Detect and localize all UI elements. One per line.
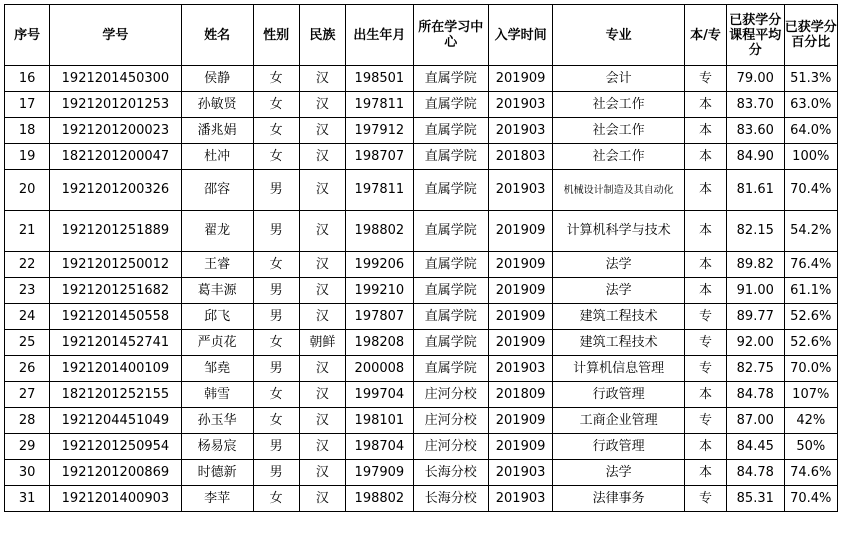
student-name-cell: 葛丰源 — [181, 278, 253, 304]
average-score-cell: 89.82 — [727, 252, 785, 278]
major-cell: 计算机信息管理 — [553, 356, 684, 382]
study-center-cell: 直属学院 — [413, 356, 488, 382]
table-row — [5, 330, 838, 356]
gender-cell: 女 — [253, 92, 299, 118]
birth-date-cell: 199206 — [345, 252, 413, 278]
major-cell: 法学 — [553, 278, 684, 304]
student-name-cell: 孙玉华 — [181, 408, 253, 434]
study-center-cell: 庄河分校 — [413, 408, 488, 434]
table-row — [5, 278, 838, 304]
student-id-cell: 1921201250954 — [50, 434, 181, 460]
student-name-cell: 侯静 — [181, 66, 253, 92]
gender-cell: 男 — [253, 434, 299, 460]
average-score-cell: 84.78 — [727, 382, 785, 408]
gender-cell: 男 — [253, 211, 299, 252]
average-score-cell: 79.00 — [727, 66, 785, 92]
study-center-cell: 直属学院 — [413, 304, 488, 330]
ethnicity-cell: 汉 — [299, 486, 345, 512]
average-score-cell: 85.31 — [727, 486, 785, 512]
degree-level-cell: 专 — [684, 356, 726, 382]
credit-percentage-cell: 107% — [784, 382, 837, 408]
credit-percentage-cell: 51.3% — [784, 66, 837, 92]
birth-date-cell: 198802 — [345, 486, 413, 512]
average-score-cell: 83.70 — [727, 92, 785, 118]
major-cell: 机械设计制造及其自动化 — [553, 170, 684, 211]
gender-cell: 男 — [253, 304, 299, 330]
birth-date-cell: 197909 — [345, 460, 413, 486]
credit-percentage-cell: 63.0% — [784, 92, 837, 118]
student-table — [4, 4, 838, 512]
enrollment-date-cell: 201903 — [488, 486, 553, 512]
student-id-cell: 1921201200023 — [50, 118, 181, 144]
degree-level-cell: 专 — [684, 66, 726, 92]
major-cell: 法律事务 — [553, 486, 684, 512]
row-number-cell: 17 — [5, 92, 50, 118]
credit-percentage-cell: 100% — [784, 144, 837, 170]
enrollment-date-cell: 201909 — [488, 434, 553, 460]
average-score-cell: 84.45 — [727, 434, 785, 460]
header-cell: 本/专 — [684, 5, 726, 66]
major-cell: 计算机科学与技术 — [553, 211, 684, 252]
row-number-cell: 26 — [5, 356, 50, 382]
credit-percentage-cell: 52.6% — [784, 304, 837, 330]
student-name-cell: 王睿 — [181, 252, 253, 278]
birth-date-cell: 198101 — [345, 408, 413, 434]
gender-cell: 女 — [253, 330, 299, 356]
table-row — [5, 434, 838, 460]
degree-level-cell: 本 — [684, 118, 726, 144]
student-name-cell: 潘兆娟 — [181, 118, 253, 144]
birth-date-cell: 197811 — [345, 92, 413, 118]
degree-level-cell: 本 — [684, 434, 726, 460]
gender-cell: 女 — [253, 252, 299, 278]
row-number-cell: 24 — [5, 304, 50, 330]
gender-cell: 男 — [253, 278, 299, 304]
major-cell: 建筑工程技术 — [553, 304, 684, 330]
header-cell: 民族 — [299, 5, 345, 66]
student-name-cell: 孙敏贤 — [181, 92, 253, 118]
ethnicity-cell: 汉 — [299, 408, 345, 434]
enrollment-date-cell: 201803 — [488, 144, 553, 170]
study-center-cell: 庄河分校 — [413, 434, 488, 460]
ethnicity-cell: 汉 — [299, 144, 345, 170]
major-cell: 法学 — [553, 252, 684, 278]
credit-percentage-cell: 50% — [784, 434, 837, 460]
study-center-cell: 直属学院 — [413, 66, 488, 92]
degree-level-cell: 本 — [684, 170, 726, 211]
row-number-cell: 23 — [5, 278, 50, 304]
student-name-cell: 翟龙 — [181, 211, 253, 252]
header-row — [5, 5, 838, 66]
student-id-cell: 1921201452741 — [50, 330, 181, 356]
enrollment-date-cell: 201909 — [488, 211, 553, 252]
gender-cell: 女 — [253, 66, 299, 92]
birth-date-cell: 199704 — [345, 382, 413, 408]
row-number-cell: 18 — [5, 118, 50, 144]
header-cell: 已获学分百分比 — [784, 5, 837, 66]
birth-date-cell: 198802 — [345, 211, 413, 252]
row-number-cell: 27 — [5, 382, 50, 408]
row-number-cell: 30 — [5, 460, 50, 486]
degree-level-cell: 本 — [684, 144, 726, 170]
credit-percentage-cell: 70.4% — [784, 170, 837, 211]
credit-percentage-cell: 61.1% — [784, 278, 837, 304]
major-cell: 行政管理 — [553, 434, 684, 460]
average-score-cell: 91.00 — [727, 278, 785, 304]
row-number-cell: 28 — [5, 408, 50, 434]
major-cell: 建筑工程技术 — [553, 330, 684, 356]
credit-percentage-cell: 74.6% — [784, 460, 837, 486]
ethnicity-cell: 汉 — [299, 382, 345, 408]
row-number-cell: 20 — [5, 170, 50, 211]
study-center-cell: 直属学院 — [413, 330, 488, 356]
study-center-cell: 直属学院 — [413, 252, 488, 278]
birth-date-cell: 198501 — [345, 66, 413, 92]
student-id-cell: 1921201400109 — [50, 356, 181, 382]
row-number-cell: 16 — [5, 66, 50, 92]
major-cell: 法学 — [553, 460, 684, 486]
table-row — [5, 170, 838, 211]
student-id-cell: 1821201200047 — [50, 144, 181, 170]
header-cell: 专业 — [553, 5, 684, 66]
table-row — [5, 460, 838, 486]
table-row — [5, 486, 838, 512]
credit-percentage-cell: 52.6% — [784, 330, 837, 356]
enrollment-date-cell: 201909 — [488, 408, 553, 434]
study-center-cell: 直属学院 — [413, 278, 488, 304]
birth-date-cell: 198707 — [345, 144, 413, 170]
birth-date-cell: 197912 — [345, 118, 413, 144]
header-cell: 性别 — [253, 5, 299, 66]
average-score-cell: 81.61 — [727, 170, 785, 211]
header-cell: 入学时间 — [488, 5, 553, 66]
birth-date-cell: 197811 — [345, 170, 413, 211]
table-row — [5, 92, 838, 118]
major-cell: 社会工作 — [553, 92, 684, 118]
row-number-cell: 25 — [5, 330, 50, 356]
row-number-cell: 29 — [5, 434, 50, 460]
ethnicity-cell: 汉 — [299, 92, 345, 118]
major-cell: 会计 — [553, 66, 684, 92]
birth-date-cell: 197807 — [345, 304, 413, 330]
degree-level-cell: 本 — [684, 211, 726, 252]
ethnicity-cell: 汉 — [299, 211, 345, 252]
student-id-cell: 1921201450558 — [50, 304, 181, 330]
student-id-cell: 1921201201253 — [50, 92, 181, 118]
gender-cell: 男 — [253, 170, 299, 211]
student-name-cell: 严贞花 — [181, 330, 253, 356]
gender-cell: 女 — [253, 408, 299, 434]
birth-date-cell: 200008 — [345, 356, 413, 382]
table-row — [5, 304, 838, 330]
ethnicity-cell: 汉 — [299, 66, 345, 92]
student-name-cell: 杨易宸 — [181, 434, 253, 460]
row-number-cell: 19 — [5, 144, 50, 170]
enrollment-date-cell: 201809 — [488, 382, 553, 408]
average-score-cell: 89.77 — [727, 304, 785, 330]
average-score-cell: 83.60 — [727, 118, 785, 144]
gender-cell: 男 — [253, 460, 299, 486]
student-id-cell: 1921201250012 — [50, 252, 181, 278]
degree-level-cell: 本 — [684, 278, 726, 304]
average-score-cell: 87.00 — [727, 408, 785, 434]
student-id-cell: 1921201251682 — [50, 278, 181, 304]
study-center-cell: 庄河分校 — [413, 382, 488, 408]
ethnicity-cell: 汉 — [299, 460, 345, 486]
student-id-cell: 1921201251889 — [50, 211, 181, 252]
enrollment-date-cell: 201903 — [488, 460, 553, 486]
ethnicity-cell: 汉 — [299, 118, 345, 144]
student-name-cell: 李苹 — [181, 486, 253, 512]
student-id-cell: 1921201200869 — [50, 460, 181, 486]
study-center-cell: 长海分校 — [413, 486, 488, 512]
credit-percentage-cell: 76.4% — [784, 252, 837, 278]
header-cell: 姓名 — [181, 5, 253, 66]
gender-cell: 女 — [253, 118, 299, 144]
enrollment-date-cell: 201909 — [488, 252, 553, 278]
enrollment-date-cell: 201903 — [488, 356, 553, 382]
student-name-cell: 韩雪 — [181, 382, 253, 408]
table-row — [5, 144, 838, 170]
credit-percentage-cell: 70.4% — [784, 486, 837, 512]
study-center-cell: 长海分校 — [413, 460, 488, 486]
ethnicity-cell: 朝鲜 — [299, 330, 345, 356]
table-row — [5, 356, 838, 382]
gender-cell: 女 — [253, 144, 299, 170]
header-cell: 所在学习中心 — [413, 5, 488, 66]
degree-level-cell: 专 — [684, 408, 726, 434]
ethnicity-cell: 汉 — [299, 434, 345, 460]
ethnicity-cell: 汉 — [299, 170, 345, 211]
table-row — [5, 66, 838, 92]
ethnicity-cell: 汉 — [299, 278, 345, 304]
student-id-cell: 1921201200326 — [50, 170, 181, 211]
gender-cell: 女 — [253, 486, 299, 512]
degree-level-cell: 本 — [684, 252, 726, 278]
degree-level-cell: 专 — [684, 304, 726, 330]
study-center-cell: 直属学院 — [413, 211, 488, 252]
row-number-cell: 21 — [5, 211, 50, 252]
student-id-cell: 1921201400903 — [50, 486, 181, 512]
ethnicity-cell: 汉 — [299, 356, 345, 382]
row-number-cell: 31 — [5, 486, 50, 512]
student-name-cell: 杜冲 — [181, 144, 253, 170]
major-cell: 行政管理 — [553, 382, 684, 408]
study-center-cell: 直属学院 — [413, 144, 488, 170]
header-cell: 已获学分课程平均分 — [727, 5, 785, 66]
birth-date-cell: 199210 — [345, 278, 413, 304]
study-center-cell: 直属学院 — [413, 92, 488, 118]
student-name-cell: 邵容 — [181, 170, 253, 211]
ethnicity-cell: 汉 — [299, 252, 345, 278]
table-row — [5, 252, 838, 278]
enrollment-date-cell: 201903 — [488, 92, 553, 118]
enrollment-date-cell: 201903 — [488, 118, 553, 144]
major-cell: 工商企业管理 — [553, 408, 684, 434]
ethnicity-cell: 汉 — [299, 304, 345, 330]
gender-cell: 男 — [253, 356, 299, 382]
table-row — [5, 382, 838, 408]
credit-percentage-cell: 54.2% — [784, 211, 837, 252]
credit-percentage-cell: 42% — [784, 408, 837, 434]
enrollment-date-cell: 201909 — [488, 330, 553, 356]
table-row — [5, 211, 838, 252]
row-number-cell: 22 — [5, 252, 50, 278]
student-id-cell: 1821201252155 — [50, 382, 181, 408]
birth-date-cell: 198704 — [345, 434, 413, 460]
gender-cell: 女 — [253, 382, 299, 408]
credit-percentage-cell: 64.0% — [784, 118, 837, 144]
birth-date-cell: 198208 — [345, 330, 413, 356]
enrollment-date-cell: 201909 — [488, 66, 553, 92]
major-cell: 社会工作 — [553, 144, 684, 170]
study-center-cell: 直属学院 — [413, 170, 488, 211]
enrollment-date-cell: 201903 — [488, 170, 553, 211]
student-name-cell: 邱飞 — [181, 304, 253, 330]
enrollment-date-cell: 201909 — [488, 278, 553, 304]
average-score-cell: 92.00 — [727, 330, 785, 356]
student-name-cell: 邹堯 — [181, 356, 253, 382]
study-center-cell: 直属学院 — [413, 118, 488, 144]
major-cell: 社会工作 — [553, 118, 684, 144]
degree-level-cell: 专 — [684, 486, 726, 512]
credit-percentage-cell: 70.0% — [784, 356, 837, 382]
average-score-cell: 82.75 — [727, 356, 785, 382]
table-body — [5, 66, 838, 512]
header-cell: 序号 — [5, 5, 50, 66]
table-row — [5, 118, 838, 144]
degree-level-cell: 本 — [684, 92, 726, 118]
degree-level-cell: 专 — [684, 330, 726, 356]
table-row — [5, 408, 838, 434]
header-cell: 出生年月 — [345, 5, 413, 66]
degree-level-cell: 本 — [684, 460, 726, 486]
student-name-cell: 时德新 — [181, 460, 253, 486]
average-score-cell: 82.15 — [727, 211, 785, 252]
enrollment-date-cell: 201909 — [488, 304, 553, 330]
student-id-cell: 1921204451049 — [50, 408, 181, 434]
average-score-cell: 84.90 — [727, 144, 785, 170]
student-id-cell: 1921201450300 — [50, 66, 181, 92]
average-score-cell: 84.78 — [727, 460, 785, 486]
header-cell: 学号 — [50, 5, 181, 66]
degree-level-cell: 本 — [684, 382, 726, 408]
